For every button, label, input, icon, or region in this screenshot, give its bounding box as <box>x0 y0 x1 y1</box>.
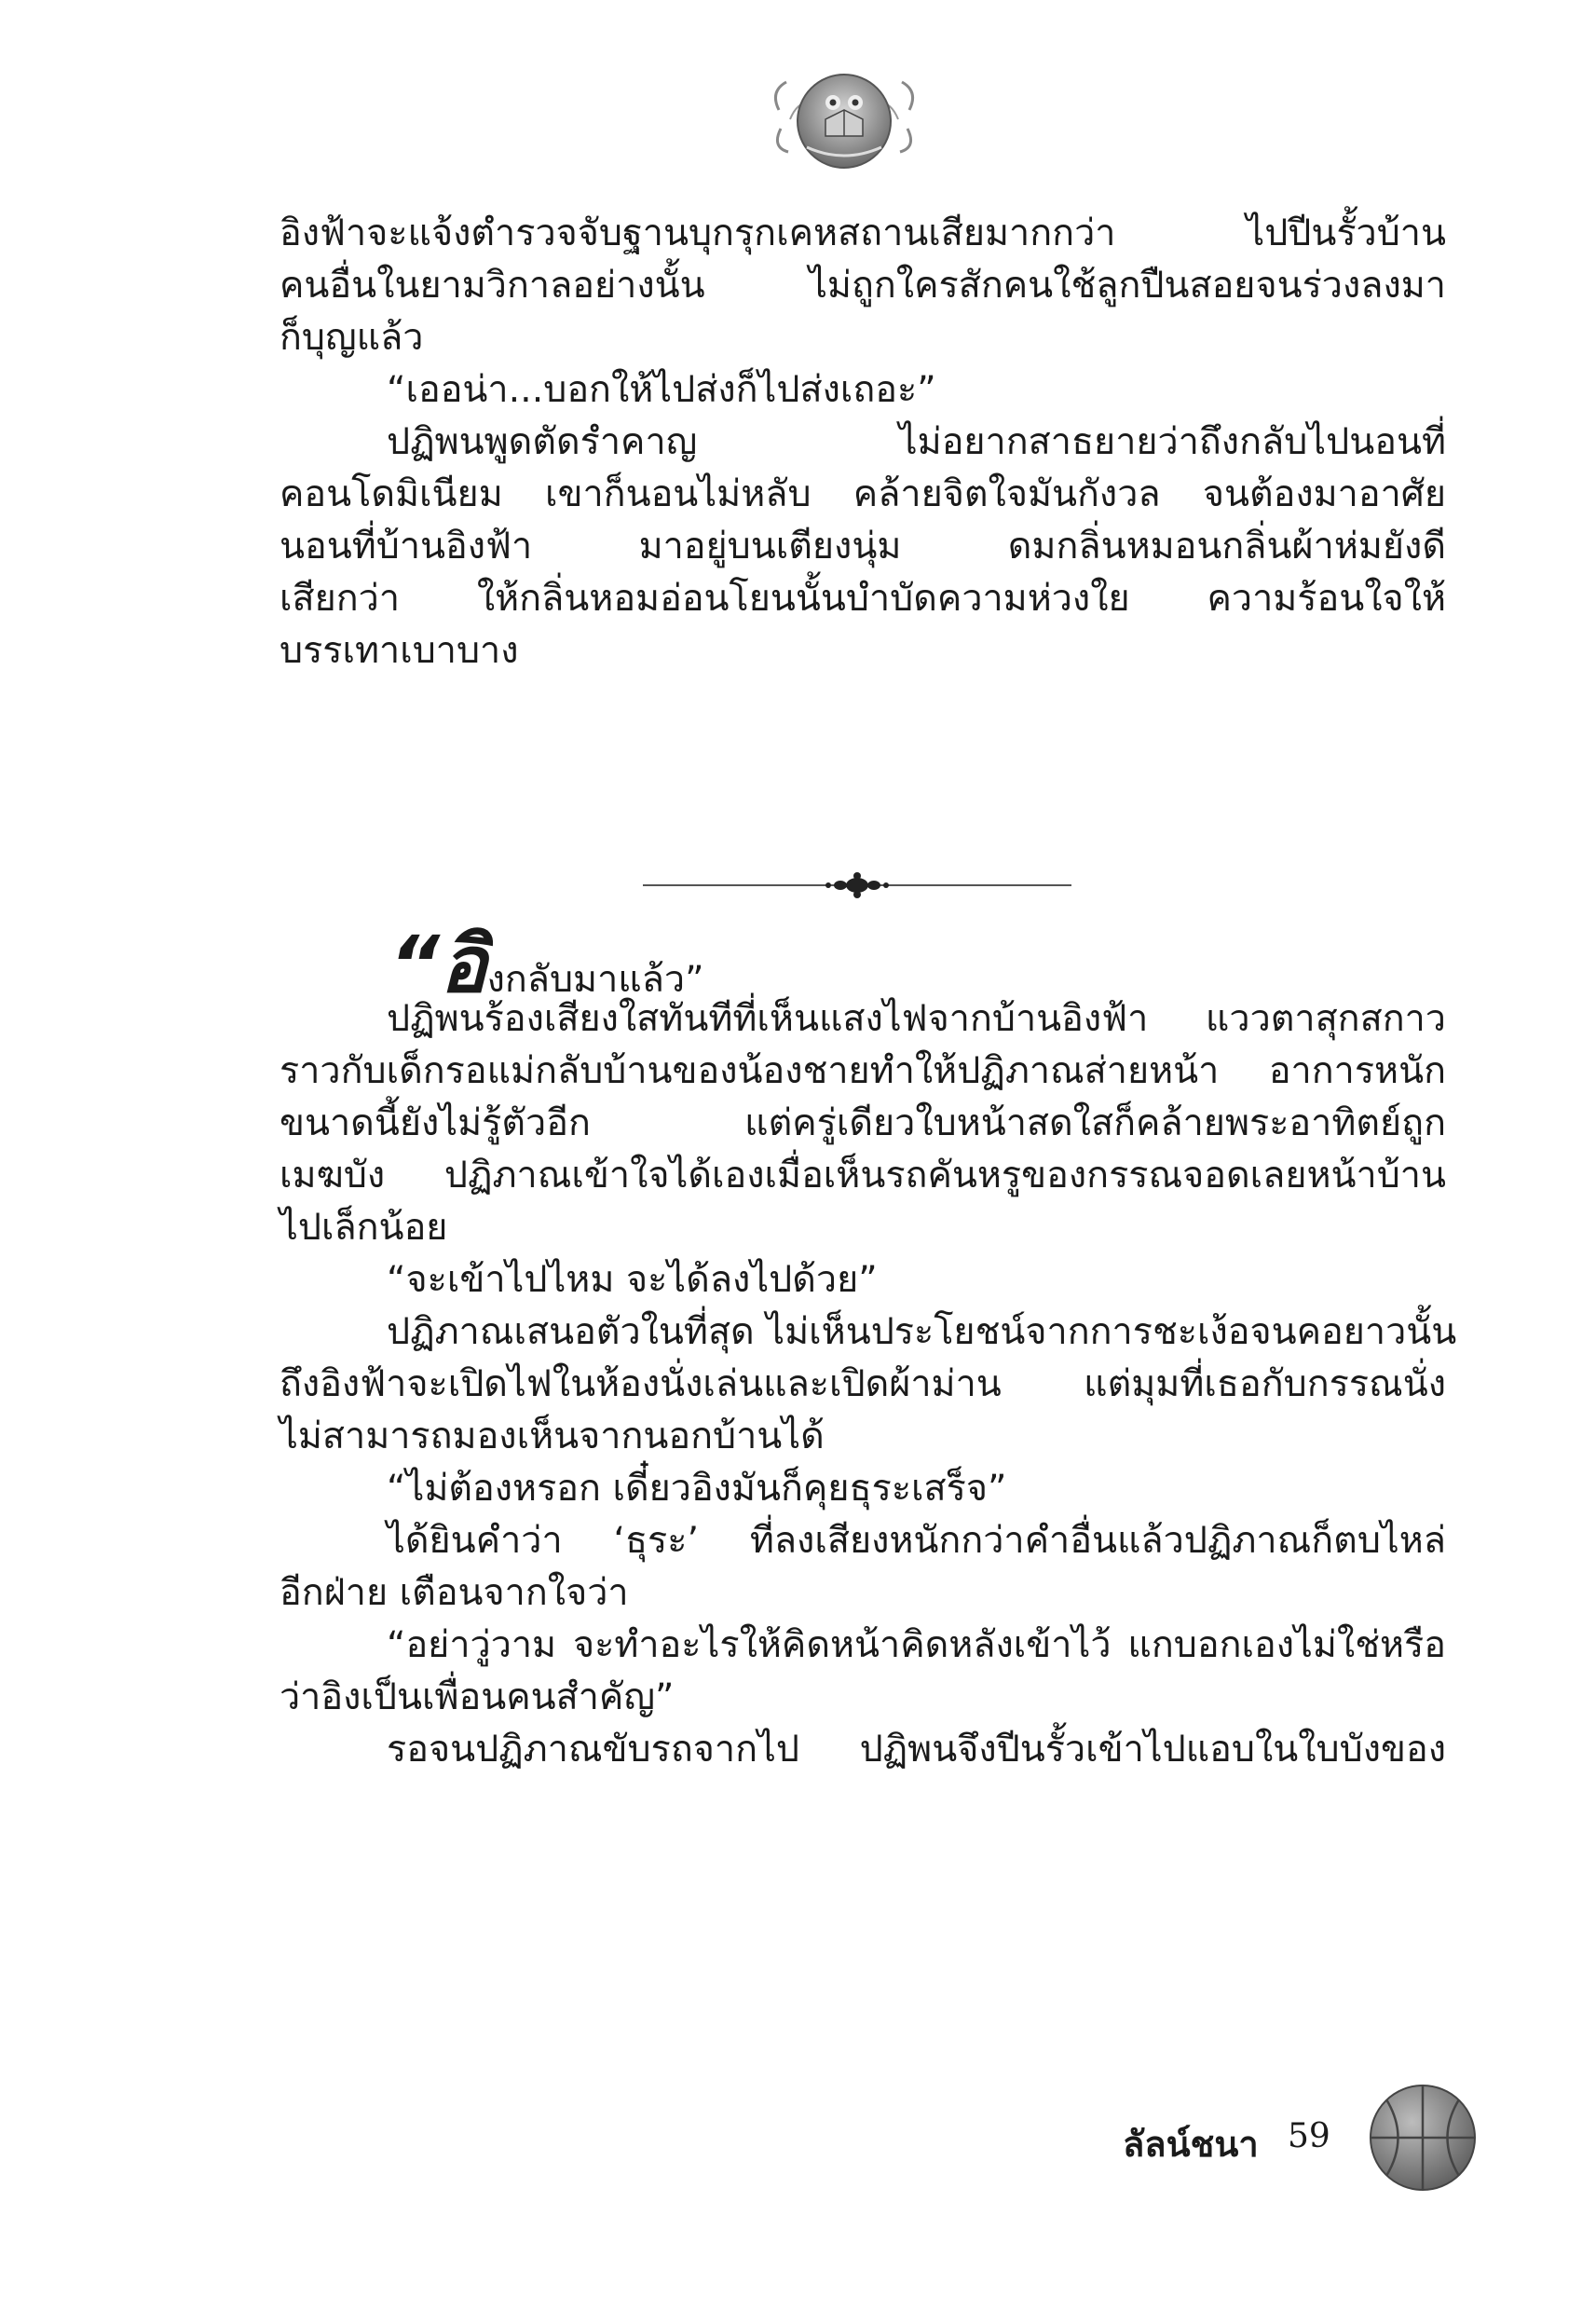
paragraph-block-1 <box>280 207 1446 677</box>
text-line: “อย่าวู่วาม จะทำอะไรให้คิดหน้าคิดหลังเข้าไว้ แกบอกเองไม่ใช่หรือ <box>387 1623 1446 1666</box>
book-title: ลัลน์ชนา <box>1123 2124 1259 2165</box>
text-line: นอนที่บ้านอิงฟ้า มาอยู่บนเตียงนุ่ม ดมกลิ่นหมอนกลิ่นผ้าห่มยังดี <box>280 525 1446 567</box>
text-line: ปฏิพนร้องเสียงใสทันทีที่เห็นแสงไฟจากบ้านอิงฟ้า แววตาสุกสกาว <box>387 997 1446 1040</box>
text-line: เมฆบัง ปฏิภาณเข้าใจได้เองเมื่อเห็นรถคันหรูของกรรณจอดเลยหน้าบ้าน <box>280 1154 1446 1197</box>
text-line: ถึงอิงฟ้าจะเปิดไฟในห้องนั่งเล่นและเปิดผ้าม่าน แต่มุมที่เธอกับกรรณนั่ง <box>280 1362 1446 1405</box>
text-line: ราวกับเด็กรอแม่กลับบ้านของน้องชายทำให้ปฏิภาณส่ายหน้า อาการหนัก <box>280 1049 1446 1092</box>
text-line: ก็บุญแล้ว <box>280 316 424 359</box>
text-line: ขนาดนี้ยังไม่รู้ตัวอีก แต่ครู่เดียวใบหน้าสดใสก็คล้ายพระอาทิตย์ถูก <box>280 1101 1446 1144</box>
text-line: บรรเทาเบาบาง <box>280 629 519 672</box>
page-number: 59 <box>1288 2117 1330 2155</box>
text-line: ได้ยินคำว่า ‘ธุระ’ ที่ลงเสียงหนักกว่าคำอื่นแล้วปฏิภาณก็ตบไหล่ <box>387 1519 1446 1562</box>
text-line: “จะเข้าไปไหม จะได้ลงไปด้วย” <box>387 1258 878 1301</box>
opening-line-rest: งกลับมาแล้ว” <box>486 958 704 1001</box>
text-line: ปฏิภาณเสนอตัวในที่สุด ไม่เห็นประโยชน์จากการชะเง้อจนคอยาวนั้น <box>387 1310 1457 1353</box>
text-line: “เออน่า...บอกให้ไปส่งก็ไปส่งเถอะ” <box>387 368 936 411</box>
section-divider-ornament-icon <box>643 871 1071 899</box>
text-line: ไม่สามารถมองเห็นจากนอกบ้านได้ <box>280 1415 825 1457</box>
text-line: ว่าอิงเป็นเพื่อนคนสำคัญ” <box>280 1675 675 1718</box>
text-line: คอนโดมิเนียม เขาก็นอนไม่หลับ คล้ายจิตใจมันกังวล จนต้องมาอาศัย <box>280 472 1446 515</box>
basketball-icon <box>1368 2083 1478 2193</box>
text-line: เสียกว่า ให้กลิ่นหอมอ่อนโยนนั้นบำบัดความห่วงใย ความร้อนใจให้ <box>280 577 1446 620</box>
text-line: “ไม่ต้องหรอก เดี๋ยวอิงมันก็คุยธุระเสร็จ” <box>387 1467 1007 1510</box>
text-line: อีกฝ่าย เตือนจากใจว่า <box>280 1571 629 1614</box>
text-line: อิงฟ้าจะแจ้งตำรวจจับฐานบุกรุกเคหสถานเสียมากกว่า ไปปีนรั้วบ้าน <box>280 212 1446 254</box>
text-line: คนอื่นในยามวิกาลอย่างนั้น ไม่ถูกใครสักคนใช้ลูกปืนสอยจนร่วงลงมา <box>280 264 1446 307</box>
text-line: ปฏิพนพูดตัดรำคาญ ไม่อยากสาธยายว่าถึงกลับไปนอนที่ <box>387 420 1446 463</box>
paragraph-block-2 <box>280 992 1457 1775</box>
text-line: ไปเล็กน้อย <box>280 1206 448 1249</box>
publisher-logo-icon <box>770 54 919 185</box>
text-line: รอจนปฏิภาณขับรถจากไป ปฏิพนจึงปีนรั้วเข้าไปแอบในใบบังของ <box>387 1728 1446 1771</box>
drop-cap: “อิ <box>389 919 487 1010</box>
